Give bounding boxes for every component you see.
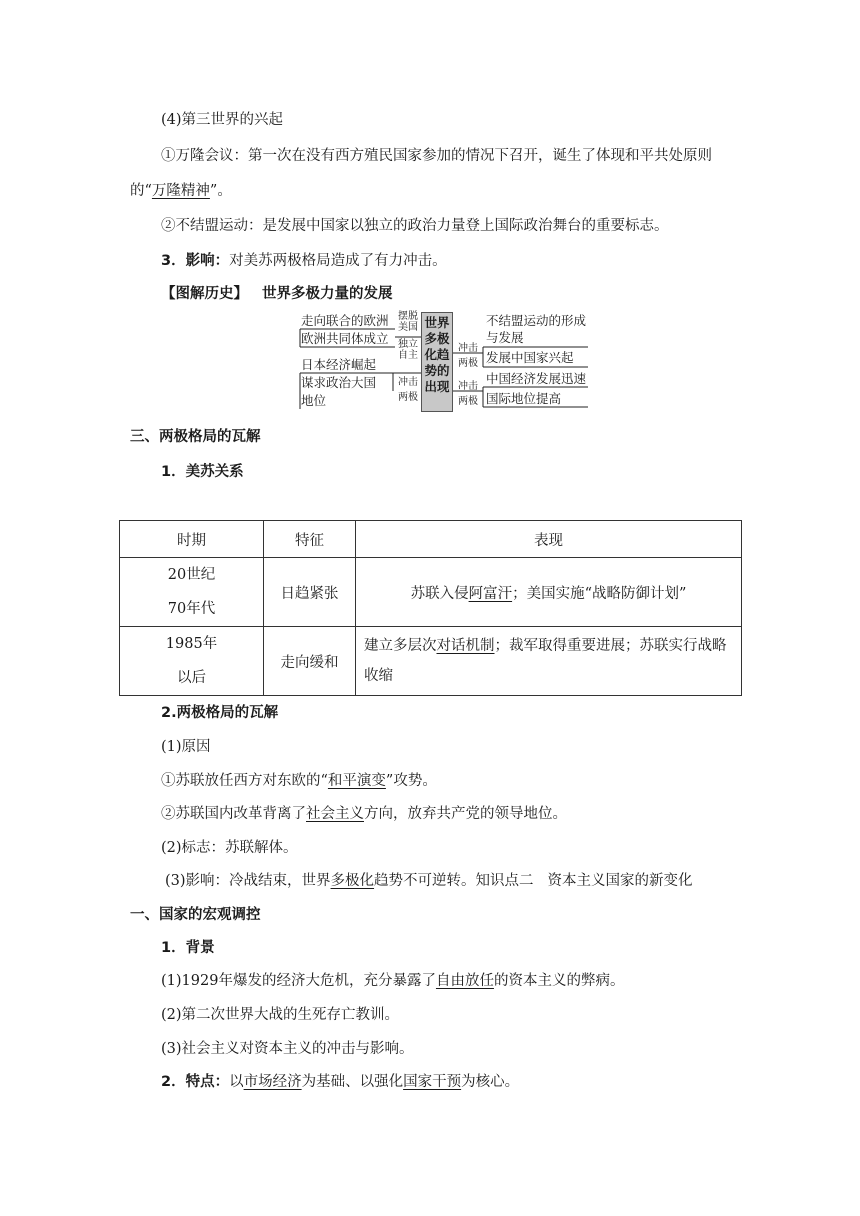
table-cell	[120, 558, 264, 627]
text: 方向，放弃共产党的领导地位。	[364, 806, 567, 822]
paragraph-nam: ②不结盟运动：是发展中国家以独立的政治力量登上国际政治舞台的重要标志。	[161, 218, 669, 234]
diagram-node-china-2: 国际地位提高	[486, 391, 562, 406]
diagram-connector-label	[455, 343, 481, 369]
table-row	[120, 558, 742, 627]
knowledge-point-title: 资本主义国家的新变化	[547, 873, 693, 889]
connector-text: 摆脱	[398, 311, 418, 322]
us-soviet-relations-table	[119, 520, 742, 696]
diagram-node-japan-3: 地位	[301, 393, 327, 408]
text: (1)1929年爆发的经济大危机，充分暴露了	[161, 973, 436, 989]
background-2: (2)第二次世界大战的生死存亡教训。	[161, 1007, 400, 1023]
background-1	[161, 971, 624, 991]
background-3: (3)社会主义对资本主义的冲击与影响。	[161, 1041, 414, 1057]
diagram-title-text: 世界多极力量的发展	[262, 286, 393, 302]
connector-text: 美国	[398, 322, 418, 333]
table-row	[120, 627, 742, 696]
diagram-node-nam-2: 与发展	[486, 330, 524, 345]
text: 为核心。	[461, 1074, 520, 1090]
paragraph-bandung: ①万隆会议：第一次在没有西方殖民国家参加的情况下召开，诞生了体现和平共处原则	[161, 148, 712, 164]
desc-line	[364, 631, 733, 661]
table-cell: 日趋紧张	[264, 558, 356, 627]
section-heading: 三、两极格局的瓦解	[130, 429, 261, 445]
diagram-node-japan-1: 日本经济崛起	[301, 357, 377, 372]
diagram-node-europe-1: 走向联合的欧洲	[301, 313, 389, 328]
connector-text: 独立	[398, 339, 418, 350]
key-term: 阿富汗	[468, 585, 513, 602]
text: ”攻势。	[385, 773, 437, 789]
center-text: 世界	[424, 315, 450, 330]
text: ；裁军取得重要进展；苏联实行战略	[494, 638, 727, 654]
subsection-heading: 1．背景	[161, 940, 215, 956]
cause-2	[161, 804, 567, 824]
key-term: 万隆精神	[151, 183, 210, 199]
subsection-heading: 1．美苏关系	[161, 464, 244, 480]
text: 的资本主义的弊病。	[493, 973, 625, 989]
diagram-node-china-1: 中国经济发展迅速	[486, 371, 587, 386]
diagram-center-node	[421, 312, 453, 412]
column-header: 特征	[264, 521, 356, 558]
text: ；美国实施“战略防御计划”	[512, 585, 687, 602]
table-cell	[120, 627, 264, 696]
connector-text: 冲击	[458, 343, 478, 354]
impact-text: 对美苏两极格局造成了有力冲击。	[229, 253, 447, 269]
text: 趋势不可逆转。知识点二	[374, 873, 534, 889]
impact-label: 3．影响：	[161, 253, 230, 269]
connector-text: 自主	[398, 350, 418, 361]
diagram-tag: 【图解历史】	[161, 286, 248, 302]
diagram-node-developing: 发展中国家兴起	[486, 350, 574, 365]
effect-line	[165, 871, 693, 891]
paragraph-bandung-cont	[130, 181, 232, 201]
text: 建立多层次	[364, 638, 437, 654]
text: (3)影响：冷战结束，世界	[165, 873, 331, 889]
connector-text: 冲击	[458, 381, 478, 392]
connector-text: 两极	[458, 396, 478, 407]
diagram-title	[161, 284, 393, 304]
text: ①苏联放任西方对东欧的“	[161, 773, 328, 789]
table-header-row	[120, 521, 742, 558]
connector-text: 两极	[458, 358, 478, 369]
sign-line: (2)标志：苏联解体。	[161, 840, 298, 856]
text: 苏联入侵	[410, 585, 469, 602]
key-term: 市场经济	[243, 1074, 302, 1090]
key-term: 对话机制	[436, 638, 495, 654]
period-line: 70年代	[167, 601, 216, 617]
cause-1	[161, 771, 437, 791]
key-term: 国家干预	[403, 1074, 462, 1090]
connector-text: 两极	[398, 392, 418, 403]
column-header: 表现	[356, 521, 742, 558]
center-text: 多极	[424, 331, 450, 346]
text: 以	[229, 1074, 244, 1090]
connector-text: 冲击	[398, 377, 418, 388]
period-line: 以后	[177, 670, 206, 686]
center-text: 化趋	[424, 347, 450, 362]
impact-line	[161, 251, 447, 271]
section-heading: 一、国家的宏观调控	[130, 907, 261, 923]
desc-line: 收缩	[364, 668, 393, 684]
table-cell	[356, 627, 742, 696]
column-header: 时期	[120, 521, 264, 558]
cause-heading: (1)原因	[161, 739, 211, 755]
diagram-node-japan-2: 谋求政治大国	[301, 375, 377, 390]
diagram-connector-label	[396, 377, 420, 403]
table-cell	[356, 558, 742, 627]
text: ②苏联国内改革背离了	[161, 806, 306, 822]
diagram-connector-label	[396, 311, 420, 361]
diagram-connector-label	[455, 381, 481, 407]
feature-label: 2．特点：	[161, 1074, 230, 1090]
key-term: 和平演变	[327, 773, 386, 789]
subsection-heading: (4)第三世界的兴起	[161, 112, 284, 128]
diagram-node-europe-2: 欧洲共同体成立	[301, 331, 389, 346]
key-term: 多极化	[330, 873, 375, 889]
text: ”。	[209, 183, 232, 199]
subsection-heading: 2.两极格局的瓦解	[161, 705, 279, 721]
feature-line	[161, 1072, 519, 1092]
center-text: 势的	[424, 363, 450, 378]
multipolar-diagram	[298, 309, 594, 413]
diagram-node-nam-1: 不结盟运动的形成	[486, 313, 587, 328]
key-term: 社会主义	[306, 806, 364, 822]
text: 为基础、以强化	[301, 1074, 404, 1090]
period-line: 20世纪	[167, 567, 216, 583]
table-cell: 走向缓和	[264, 627, 356, 696]
text: 的“	[130, 183, 152, 199]
period-line: 1985年	[165, 636, 218, 652]
key-term: 自由放任	[435, 973, 494, 989]
center-text: 出现	[424, 379, 450, 394]
